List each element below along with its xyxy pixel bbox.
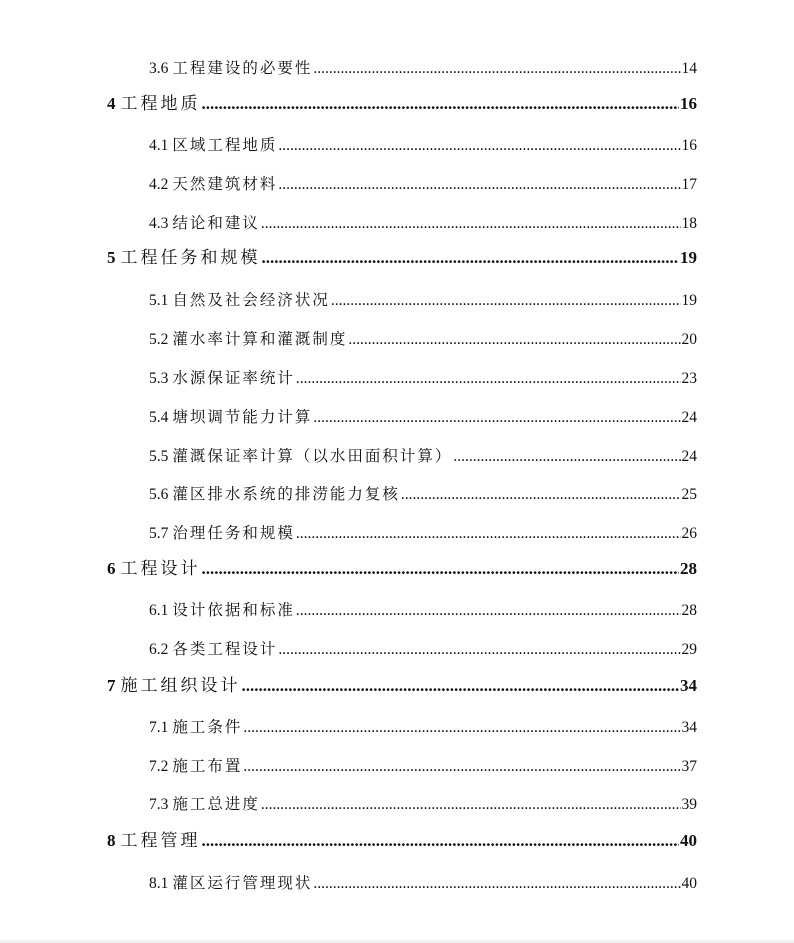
toc-entry-5-4[interactable]: [149, 405, 697, 427]
toc-dot-leader: [202, 94, 680, 114]
toc-dot-leader: [202, 831, 680, 851]
toc-dot-leader: [261, 796, 681, 814]
toc-dot-leader: [453, 448, 680, 466]
toc-entry-page: 40: [681, 875, 697, 892]
toc-entry-title: 工程地质: [120, 94, 201, 114]
toc-dot-leader: [348, 331, 680, 349]
toc-entry-number: 8.1: [149, 875, 169, 892]
toc-entry-number: 5.5: [149, 448, 169, 465]
toc-entry-page: 37: [681, 758, 697, 775]
toc-entry-7-1[interactable]: [149, 715, 697, 737]
toc-entry-page: 26: [681, 525, 697, 542]
toc-entry-4[interactable]: [107, 89, 697, 114]
toc-entry-page: 28: [681, 602, 697, 619]
toc-entry-5-7[interactable]: [149, 521, 697, 543]
toc-entry-page: 19: [680, 248, 697, 267]
toc-entry-7-2[interactable]: [149, 754, 697, 776]
toc-dot-leader: [296, 370, 681, 388]
toc-entry-title: 区域工程地质: [172, 136, 278, 154]
toc-entry-page: 34: [681, 719, 697, 736]
toc-entry-title: 塘坝调节能力计算: [172, 408, 313, 426]
toc-entry-title: 各类工程设计: [172, 640, 278, 658]
toc-dot-leader: [331, 292, 681, 310]
toc-entry-title: 水源保证率统计: [172, 369, 295, 387]
toc-dot-leader: [278, 176, 680, 194]
toc-entry-number: 8: [107, 831, 116, 850]
toc-entry-number: 4.2: [149, 176, 169, 193]
toc-entry-page: 20: [681, 331, 697, 348]
toc-entry-number: 5.3: [149, 370, 169, 387]
toc-dot-leader: [313, 409, 680, 427]
toc-entry-page: 24: [681, 409, 697, 426]
toc-dot-leader: [278, 641, 680, 659]
toc-entry-page: 28: [680, 559, 697, 578]
toc-entry-number: 7: [107, 676, 116, 695]
toc-entry-7[interactable]: [107, 671, 697, 696]
toc-entry-page: 18: [681, 215, 697, 232]
toc-entry-3-6[interactable]: [149, 56, 697, 78]
toc-entry-5-6[interactable]: [149, 482, 697, 504]
toc-entry-title: 灌水率计算和灌溉制度: [172, 330, 348, 348]
toc-dot-leader: [243, 758, 680, 776]
toc-entry-5[interactable]: [107, 243, 697, 268]
toc-entry-number: 4.1: [149, 137, 169, 154]
toc-dot-leader: [401, 486, 681, 504]
toc-entry-title: 天然建筑材料: [172, 175, 278, 193]
toc-entry-title: 工程设计: [120, 559, 201, 579]
toc-entry-page: 39: [681, 796, 697, 813]
toc-entry-page: 29: [681, 641, 697, 658]
toc-entry-4-3[interactable]: [149, 211, 697, 233]
toc-dot-leader: [278, 137, 680, 155]
toc-dot-leader: [313, 875, 680, 893]
toc-entry-title: 灌溉保证率计算（以水田面积计算）: [172, 447, 453, 465]
toc-entry-number: 6: [107, 559, 116, 578]
toc-entry-number: 6.1: [149, 602, 169, 619]
toc-entry-6[interactable]: [107, 554, 697, 579]
toc-dot-leader: [313, 60, 680, 78]
toc-entry-number: 5.2: [149, 331, 169, 348]
toc-entry-number: 4: [107, 94, 116, 113]
toc-dot-leader: [261, 215, 681, 233]
toc-entry-title: 施工布置: [172, 757, 243, 775]
toc-entry-title: 工程管理: [120, 831, 201, 851]
toc-entry-number: 7.1: [149, 719, 169, 736]
toc-entry-title: 灌区排水系统的排涝能力复核: [172, 485, 400, 503]
toc-entry-page: 34: [680, 676, 697, 695]
toc-entry-page: 24: [681, 448, 697, 465]
toc-entry-7-3[interactable]: [149, 792, 697, 814]
toc-entry-page: 14: [681, 60, 697, 77]
toc-entry-title: 施工总进度: [172, 795, 260, 813]
toc-entry-number: 7.3: [149, 796, 169, 813]
toc-entry-title: 工程任务和规模: [120, 248, 261, 268]
toc-entry-page: 19: [681, 292, 697, 309]
toc-entry-title: 工程建设的必要性: [172, 59, 313, 77]
toc-dot-leader: [202, 559, 680, 579]
toc-entry-number: 5.6: [149, 486, 169, 503]
toc-entry-number: 6.2: [149, 641, 169, 658]
toc-dot-leader: [242, 676, 680, 696]
toc-entry-6-2[interactable]: [149, 637, 697, 659]
toc-entry-page: 17: [681, 176, 697, 193]
toc-entry-title: 设计依据和标准: [172, 601, 295, 619]
toc-entry-title: 治理任务和规模: [172, 524, 295, 542]
toc-entry-5-2[interactable]: [149, 327, 697, 349]
toc-dot-leader: [296, 602, 681, 620]
toc-entry-5-5[interactable]: [149, 444, 697, 466]
toc-entry-number: 7.2: [149, 758, 169, 775]
toc-entry-number: 5: [107, 248, 116, 267]
toc-entry-8[interactable]: [107, 826, 697, 851]
toc-entry-number: 5.1: [149, 292, 169, 309]
toc-entry-number: 5.7: [149, 525, 169, 542]
toc-dot-leader: [296, 525, 681, 543]
toc-entry-5-3[interactable]: [149, 366, 697, 388]
toc-entry-title: 施工组织设计: [120, 676, 241, 696]
toc-entry-page: 23: [681, 370, 697, 387]
toc-entry-page: 25: [681, 486, 697, 503]
toc-entry-title: 结论和建议: [172, 214, 260, 232]
toc-dot-leader: [243, 719, 680, 737]
toc-entry-6-1[interactable]: [149, 598, 697, 620]
toc-entry-title: 自然及社会经济状况: [172, 291, 330, 309]
toc-entry-number: 5.4: [149, 409, 169, 426]
toc-entry-page: 40: [680, 831, 697, 850]
toc-entry-4-2[interactable]: [149, 172, 697, 194]
toc-entry-page: 16: [681, 137, 697, 154]
toc-entry-title: 施工条件: [172, 718, 243, 736]
toc-entry-8-1[interactable]: [149, 871, 697, 893]
toc-entry-number: 3.6: [149, 60, 169, 77]
toc-entry-4-1[interactable]: [149, 133, 697, 155]
toc-entry-page: 16: [680, 94, 697, 113]
toc-entry-title: 灌区运行管理现状: [172, 874, 313, 892]
toc-entry-number: 4.3: [149, 215, 169, 232]
toc-entry-5-1[interactable]: [149, 288, 697, 310]
toc-dot-leader: [262, 248, 680, 268]
